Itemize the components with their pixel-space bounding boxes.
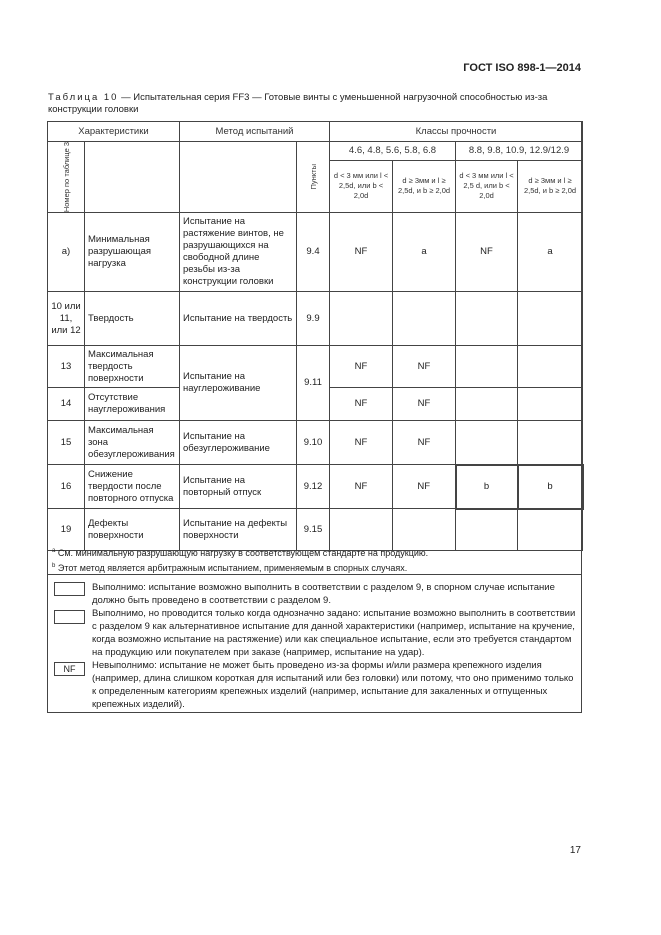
caption-prefix: Таблица 10 xyxy=(48,92,119,103)
head-characteristics: Характеристики xyxy=(48,122,180,142)
legend-separator xyxy=(47,574,582,575)
head-classes: Классы прочности xyxy=(330,122,583,142)
standard-number: ГОСТ ISO 898-1—2014 xyxy=(463,62,581,74)
head-clauses: Пункты xyxy=(308,164,318,190)
head-row-no: Номер по таблице 3 xyxy=(61,142,71,213)
head-sub3: d < 3 мм или l < 2,5 d, или b < 2,0d xyxy=(459,171,514,201)
caption-text: — Испытательная серия FF3 — Готовые винты с уменьшенной нагрузочной способностью из-за конструкции головки xyxy=(48,92,548,115)
legend-not-feasible: Невыполнимо: испытание не может быть проведено из-за формы и/или размера крепежного изделия (например, длина слишком короткая для испытаний или без головки) или потому, что оно применимо только к определенным категориям крепежных изделий (например, испытание для закаленных и отпущенных крепежных изделий). xyxy=(92,660,574,710)
test-series-table xyxy=(47,121,584,551)
legend-conditional: Выполнимо, но проводится только когда однозначно задано: испытание возможно выполнить в соответствии с разделом 9 как альтернативное испытание для данной характеристики (например, испытание на кручение, когда возможно испытание на растяжение) или как специальное испытание, если это требуется стандартом на продукцию или покупателем при заказе (например, испытание на удар). xyxy=(92,608,576,658)
head-method: Метод испытаний xyxy=(180,122,330,142)
table-row: 16 Снижение твердости после повторного отпуска Испытание на повторный отпуск 9.12 NF NF b b xyxy=(48,465,583,509)
legend-box-nf: NF xyxy=(54,662,85,676)
head-sub1: d < 3 мм или l < 2,5d, или b < 2,0d xyxy=(333,171,389,201)
legend-box-conditional xyxy=(54,610,85,624)
head-group2: 8.8, 9.8, 10.9, 12.9/12.9 xyxy=(456,142,583,161)
table-caption xyxy=(48,92,583,116)
head-sub4: d ≥ 3мм и l ≥ 2,5d, и b ≥ 2,0d xyxy=(523,176,577,196)
table-row: 14 Отсутствие науглероживания NF NF xyxy=(48,388,583,421)
page-number: 17 xyxy=(569,845,581,856)
head-sub2: d ≥ 3мм и l ≥ 2,5d, и b ≥ 2,0d xyxy=(397,176,451,196)
table-row: 13 Максимальная твердость поверхности Испытание на науглероживание 9.11 NF NF xyxy=(48,346,583,388)
legend-box-feasible xyxy=(54,582,85,596)
legend-feasible: Выполнимо: испытание возможно выполнить в соответствии с разделом 9, в спорном случае испытание должно быть проведено в соответствии с разделом 9. xyxy=(92,582,555,606)
table-row: a) Минимальная разрушающая нагрузка Испытание на растяжение винтов, не разрушающихся на свободной длине резьбы из-за конструкции головки 9.4 NF a NF a xyxy=(48,213,583,292)
head-group1: 4.6, 4.8, 5.6, 5.8, 6.8 xyxy=(330,142,456,161)
footnote-a: $^a$ См. минимальную разрушающую нагрузку в соответствующем стандарте на продукцию. xyxy=(52,548,429,558)
head-row-no-cell xyxy=(48,142,85,213)
table-row: 15 Максимальная зона обезуглероживания Испытание на обезуглероживание 9.10 NF NF xyxy=(48,421,583,465)
table-row: 19 Дефекты поверхности Испытание на дефекты поверхности 9.15 xyxy=(48,509,583,551)
table-row: 10 или 11, или 12 Твердость Испытание на твердость 9.9 xyxy=(48,292,583,346)
footnote-b: $^b$ Этот метод является арбитражным испытанием, применяемым в спорных случаях. xyxy=(52,563,408,573)
head-clauses-cell xyxy=(297,142,330,213)
